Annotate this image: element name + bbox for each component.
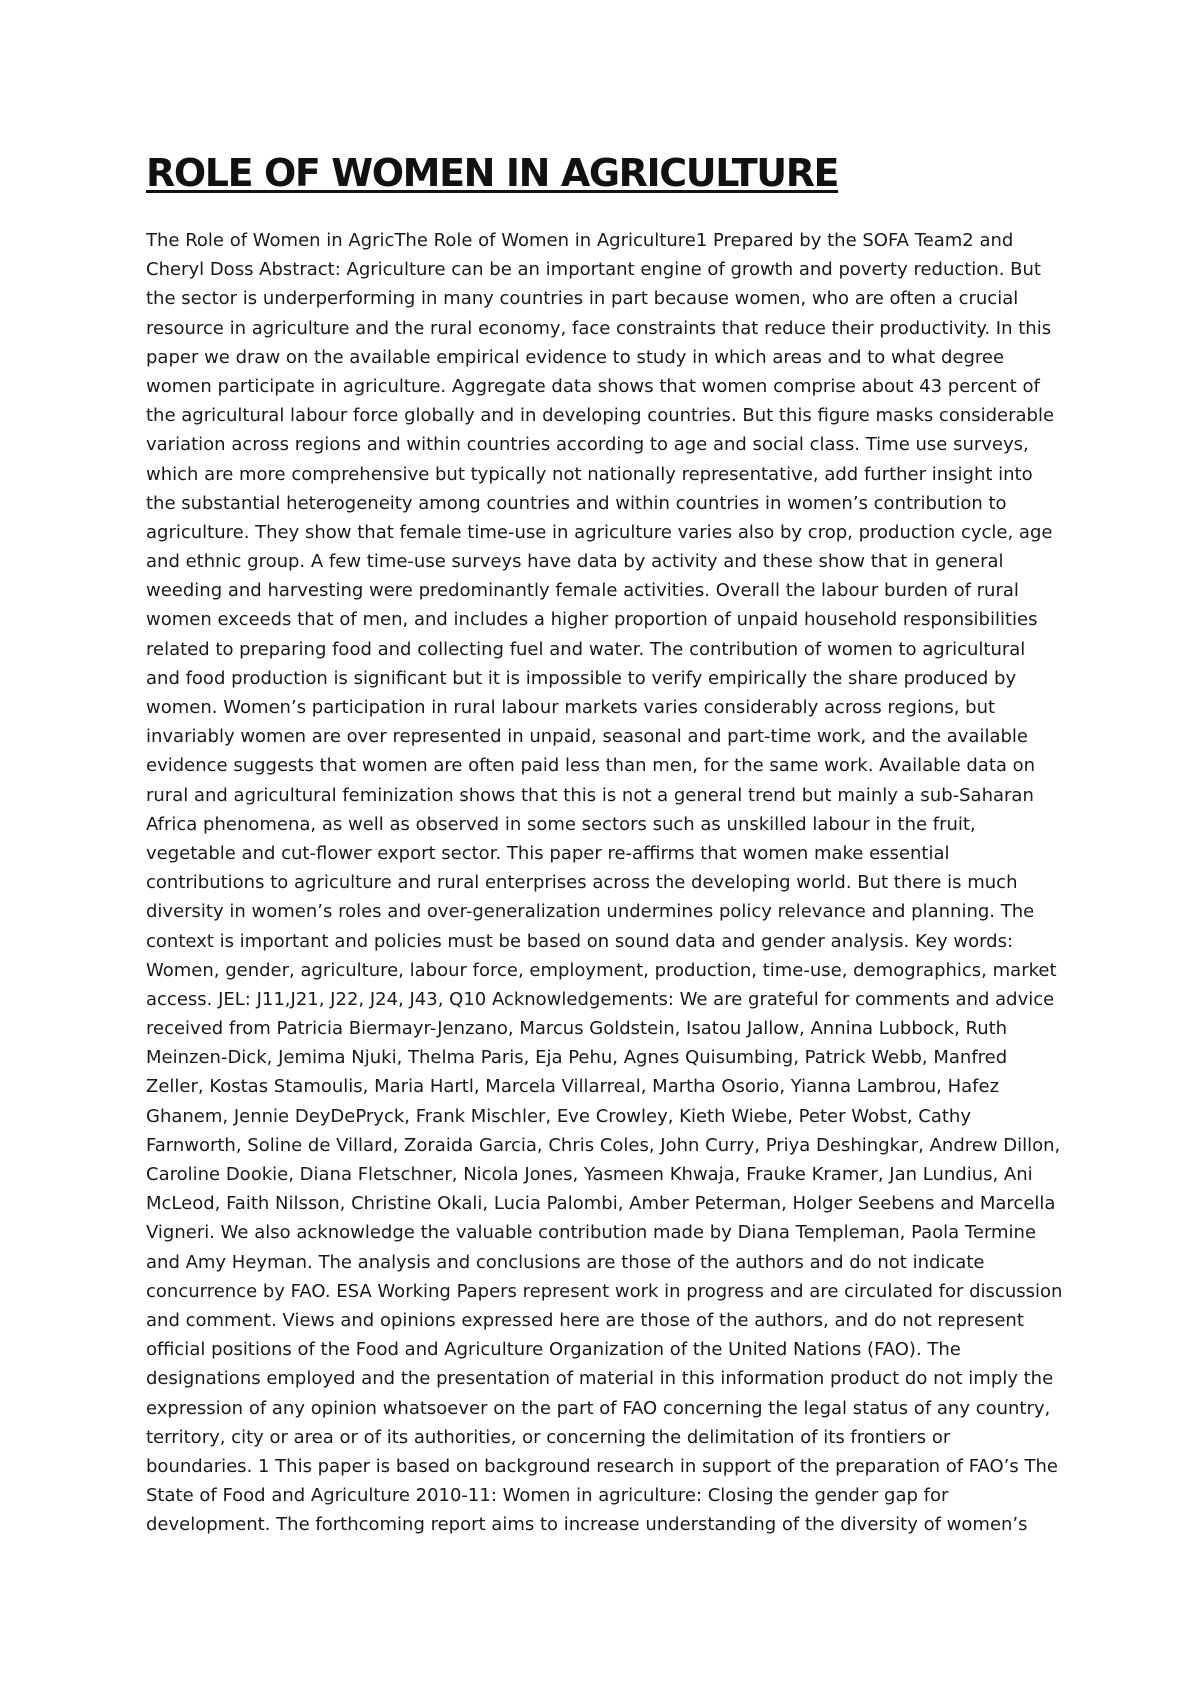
body-line: contributions to agriculture and rural enterprises across the developing world. But there is much	[146, 872, 1018, 894]
body-line: Farnworth, Soline de Villard, Zoraida Garcia, Chris Coles, John Curry, Priya Deshingkar, Andrew Dillon,	[146, 1134, 1061, 1156]
body-line: designations employed and the presentation of material in this information product do not imply the	[146, 1368, 1054, 1390]
body-line: which are more comprehensive but typically not nationally representative, add further insight into	[146, 463, 1033, 485]
body-line: related to preparing food and collecting fuel and water. The contribution of women to agricultural	[146, 638, 1026, 660]
body-line: McLeod, Faith Nilsson, Christine Okali, Lucia Palombi, Amber Peterman, Holger Seebens and Marcella	[146, 1193, 1056, 1215]
body-line: and comment. Views and opinions expressed here are those of the authors, and do not represent	[146, 1309, 1024, 1331]
body-line: concurrence by FAO. ESA Working Papers represent work in progress and are circulated for discussion	[146, 1280, 1063, 1302]
body-line: evidence suggests that women are often paid less than men, for the same work. Available data on	[146, 755, 1036, 777]
body-line: territory, city or area or of its authorities, or concerning the delimitation of its frontiers or	[146, 1426, 951, 1448]
body-line: women. Women’s participation in rural labour markets varies considerably across regions, but	[146, 697, 996, 718]
body-line: rural and agricultural feminization shows that this is not a general trend but mainly a sub-Saharan	[146, 784, 1034, 806]
body-line: received from Patricia Biermayr-Jenzano, Marcus Goldstein, Isatou Jallow, Annina Lubbock, Ruth	[146, 1018, 1008, 1040]
body-line: and food production is significant but it is impossible to verify empirically the share produced by	[146, 667, 1017, 689]
body-line: Zeller, Kostas Stamoulis, Maria Hartl, Marcela Villarreal, Martha Osorio, Yianna Lambrou, Hafez	[146, 1076, 1000, 1098]
body-line: State of Food and Agriculture 2010-11: Women in agriculture: Closing the gender gap for	[146, 1485, 949, 1507]
body-line: expression of any opinion whatsoever on the part of FAO concerning the legal status of any country,	[146, 1397, 1051, 1419]
body-line: resource in agriculture and the rural economy, face constraints that reduce their productivity. In this	[146, 317, 1052, 339]
body-line: variation across regions and within countries according to age and social class. Time use surveys,	[146, 434, 1029, 456]
body-line: Caroline Dookie, Diana Fletschner, Nicola Jones, Yasmeen Khwaja, Frauke Kramer, Jan Lundius, Ani	[146, 1164, 1033, 1185]
body-line: and ethnic group. A few time-use surveys have data by activity and these show that in general	[146, 551, 1004, 573]
body-line: boundaries. 1 This paper is based on background research in support of the preparation of FAO’s The	[146, 1455, 1058, 1477]
body-line: women exceeds that of men, and includes a higher proportion of unpaid household responsibilities	[146, 609, 1038, 631]
body-line: Cheryl Doss Abstract: Agriculture can be an important engine of growth and poverty reduction. But	[146, 259, 1041, 281]
body-line: context is important and policies must be based on sound data and gender analysis. Key words:	[146, 930, 1014, 952]
body-line: the sector is underperforming in many countries in part because women, who are often a crucial	[146, 288, 1019, 310]
body-line: Vigneri. We also acknowledge the valuable contribution made by Diana Templeman, Paola Termine	[146, 1222, 1037, 1244]
body-line: the agricultural labour force globally and in developing countries. But this figure masks considerable	[146, 405, 1055, 427]
body-line: The Role of Women in AgricThe Role of Women in Agriculture1 Prepared by the SOFA Team2 and	[146, 230, 1014, 251]
body-line: and Amy Heyman. The analysis and conclusions are those of the authors and do not indicate	[146, 1251, 985, 1273]
body-line: Africa phenomena, as well as observed in some sectors such as unskilled labour in the fruit,	[146, 813, 976, 835]
body-line: diversity in women’s roles and over-generalization undermines policy relevance and planning. The	[146, 901, 1035, 923]
body-line: development. The forthcoming report aims to increase understanding of the diversity of women’s	[146, 1514, 1028, 1536]
body-line: access. JEL: J11,J21, J22, J24, J43, Q10 Acknowledgements: We are grateful for comments and advice	[146, 988, 1055, 1010]
body-line: Ghanem, Jennie DeyDePryck, Frank Mischler, Eve Crowley, Kieth Wiebe, Peter Wobst, Cathy	[146, 1105, 971, 1127]
body-line	[146, 1539, 1066, 1568]
body-line: the substantial heterogeneity among countries and within countries in women’s contribution to	[146, 492, 1007, 514]
body-line: women participate in agriculture. Aggregate data shows that women comprise about 43 percent of	[146, 375, 1040, 397]
body-line: weeding and harvesting were predominantly female activities. Overall the labour burden of rural	[146, 580, 1019, 602]
document-title: ROLE OF WOMEN IN AGRICULTURE	[146, 151, 839, 195]
document-body	[146, 226, 1066, 1569]
body-line: invariably women are over represented in unpaid, seasonal and part-time work, and the available	[146, 726, 1028, 748]
body-line: vegetable and cut-flower export sector. This paper re-affirms that women make essential	[146, 842, 950, 864]
body-line: Women, gender, agriculture, labour force, employment, production, time-use, demographics, market	[146, 959, 1057, 981]
body-line: official positions of the Food and Agriculture Organization of the United Nations (FAO). The	[146, 1339, 961, 1361]
body-line: Meinzen-Dick, Jemima Njuki, Thelma Paris, Eja Pehu, Agnes Quisumbing, Patrick Webb, Manfred	[146, 1047, 1008, 1069]
body-line: paper we draw on the available empirical evidence to study in which areas and to what degree	[146, 346, 1005, 368]
body-line: agriculture. They show that female time-use in agriculture varies also by crop, production cycle, age	[146, 521, 1053, 543]
